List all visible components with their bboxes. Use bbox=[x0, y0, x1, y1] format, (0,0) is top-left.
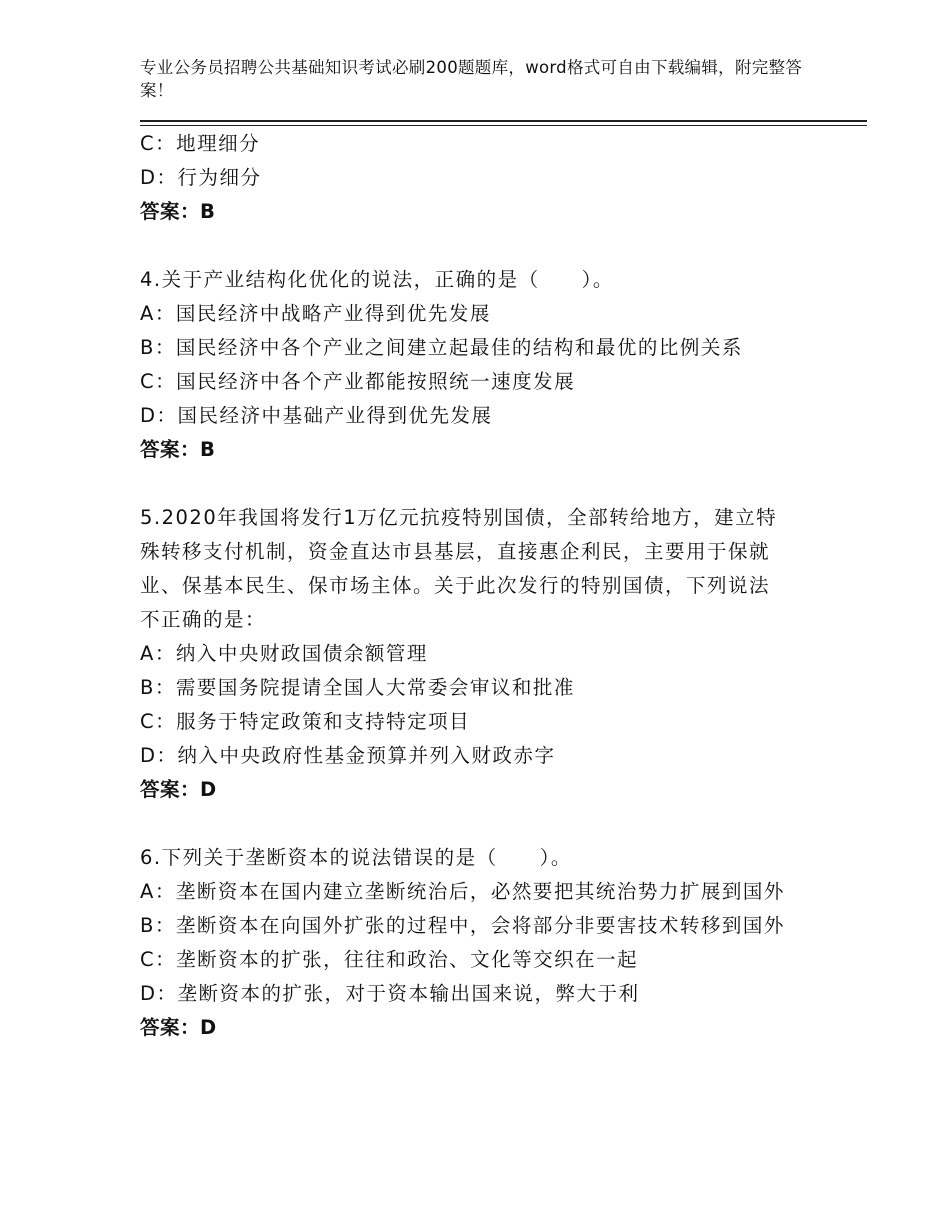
q6-option-c: C：垄断资本的扩张，往往和政治、文化等交织在一起 bbox=[140, 948, 639, 971]
q3-option-c: C：地理细分 bbox=[140, 132, 261, 155]
spacer bbox=[140, 229, 820, 263]
q5-option-a: A：纳入中央财政国债余额管理 bbox=[140, 642, 428, 665]
header-divider-thick bbox=[140, 120, 867, 122]
q5-stem-line-4: 不正确的是： bbox=[140, 608, 267, 631]
page-header bbox=[140, 56, 820, 102]
q6-stem: 6.下列关于垄断资本的说法错误的是（ ）。 bbox=[140, 846, 572, 869]
spacer bbox=[140, 467, 820, 501]
question-6 bbox=[140, 841, 820, 1045]
q5-option-c: C：服务于特定政策和支持特定项目 bbox=[140, 710, 471, 733]
q6-option-a: A：垄断资本在国内建立垄断统治后，必然要把其统治势力扩展到国外 bbox=[140, 880, 785, 903]
q6-answer: 答案：D bbox=[140, 1016, 217, 1039]
q4-option-d: D：国民经济中基础产业得到优先发展 bbox=[140, 404, 493, 427]
q3-option-d: D：行为细分 bbox=[140, 166, 262, 189]
q5-option-b: B：需要国务院提请全国人大常委会审议和批准 bbox=[140, 676, 575, 699]
q4-option-c: C：国民经济中各个产业都能按照统一速度发展 bbox=[140, 370, 576, 393]
q5-answer: 答案：D bbox=[140, 778, 217, 801]
q5-option-d: D：纳入中央政府性基金预算并列入财政赤字 bbox=[140, 744, 556, 767]
question-list bbox=[140, 127, 820, 1045]
header-divider-thin bbox=[140, 125, 867, 126]
q5-stem-line-1: 5.2020年我国将发行1万亿元抗疫特别国债，全部转给地方，建立特 bbox=[140, 506, 778, 529]
q4-answer: 答案：B bbox=[140, 438, 216, 461]
question-3-tail bbox=[140, 127, 820, 229]
q6-option-b: B：垄断资本在向国外扩张的过程中，会将部分非要害技术转移到国外 bbox=[140, 914, 785, 937]
q5-stem-line-3: 业、保基本民生、保市场主体。关于此次发行的特别国债，下列说法 bbox=[140, 574, 771, 597]
q4-stem: 4.关于产业结构化优化的说法，正确的是（ ）。 bbox=[140, 268, 614, 291]
question-5 bbox=[140, 501, 820, 807]
q4-option-a: A：国民经济中战略产业得到优先发展 bbox=[140, 302, 491, 325]
q4-option-b: B：国民经济中各个产业之间建立起最佳的结构和最优的比例关系 bbox=[140, 336, 743, 359]
question-4 bbox=[140, 263, 820, 467]
spacer bbox=[140, 807, 820, 841]
q6-option-d: D：垄断资本的扩张，对于资本输出国来说，弊大于利 bbox=[140, 982, 640, 1005]
q3-answer: 答案：B bbox=[140, 200, 216, 223]
header-text: 专业公务员招聘公共基础知识考试必刷200题题库，word格式可自由下载编辑，附完整答案！ bbox=[140, 58, 803, 100]
q5-stem-line-2: 殊转移支付机制，资金直达市县基层，直接惠企利民，主要用于保就 bbox=[140, 540, 771, 563]
